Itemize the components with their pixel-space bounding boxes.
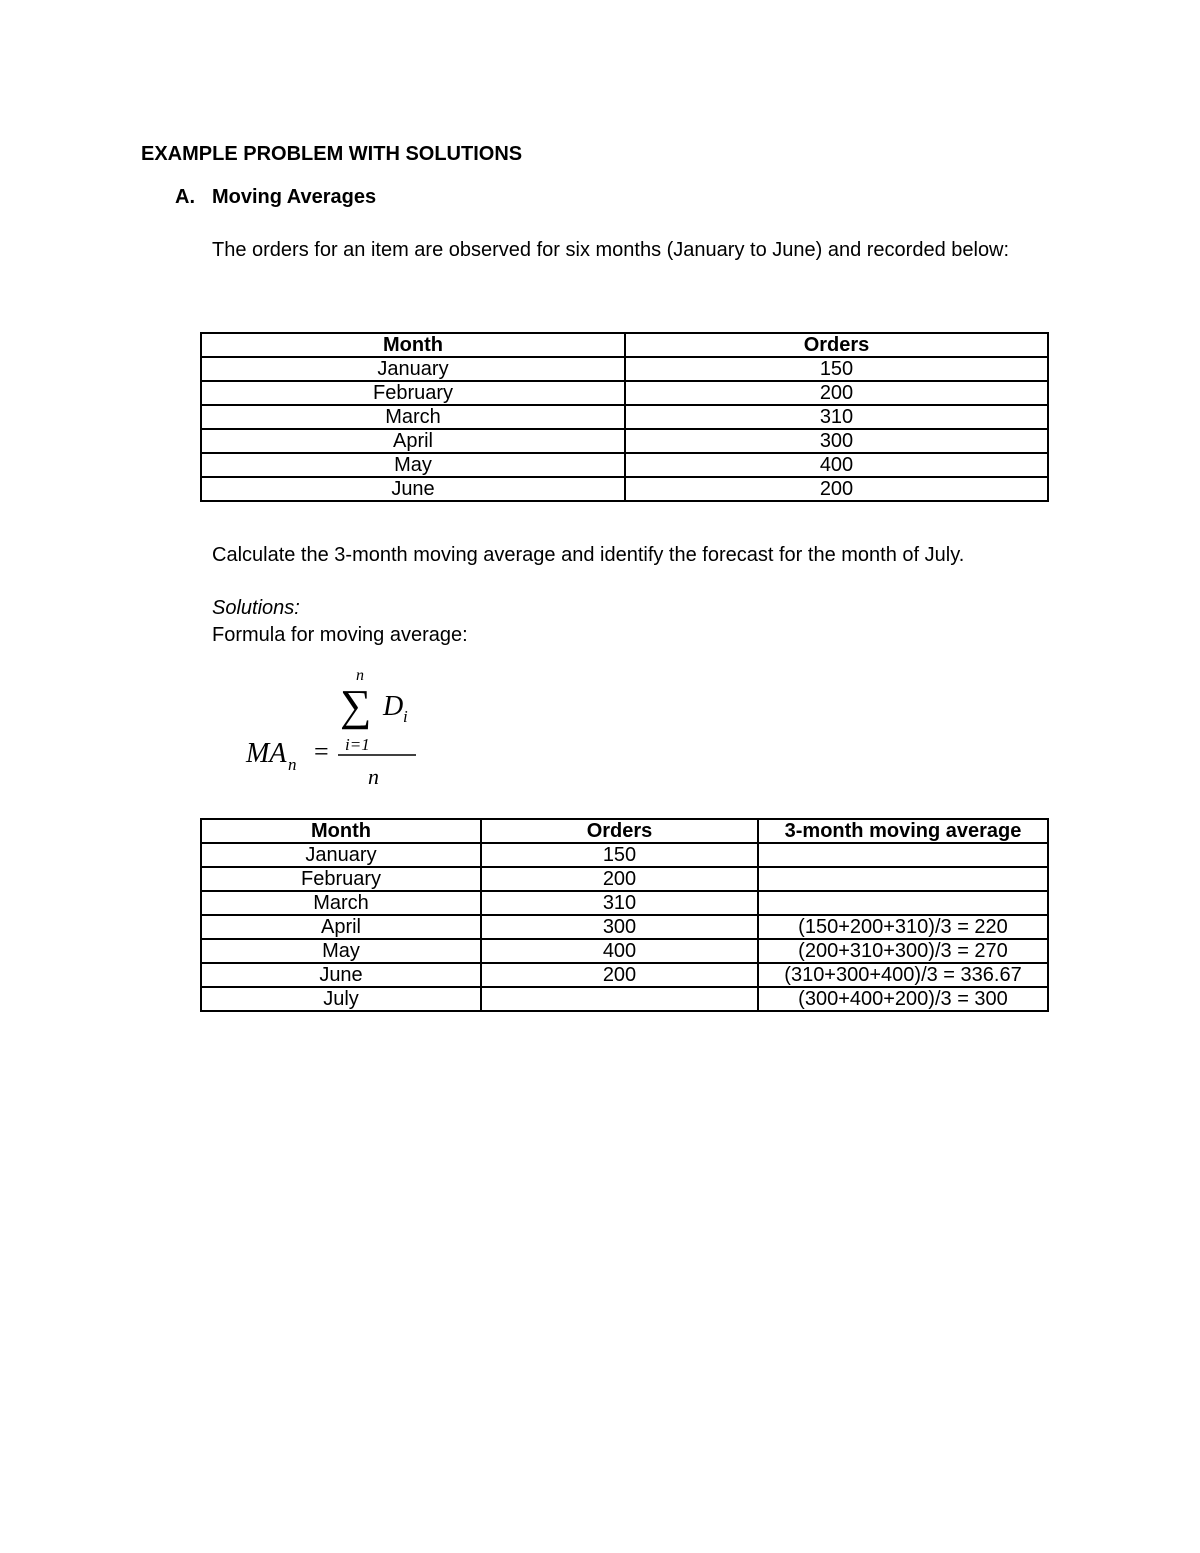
cell-orders: 150	[481, 843, 758, 867]
cell-orders: 400	[481, 939, 758, 963]
cell-orders: 200	[625, 381, 1048, 405]
table-row	[201, 891, 1048, 915]
table-row	[201, 477, 1048, 501]
table-row	[201, 939, 1048, 963]
table-row	[201, 867, 1048, 891]
cell-month: March	[201, 891, 481, 915]
cell-month: July	[201, 987, 481, 1011]
orders-table	[200, 332, 1049, 502]
solutions-label: Solutions:	[212, 597, 300, 619]
table-row	[201, 453, 1048, 477]
formula-sigma: ∑	[340, 681, 372, 730]
formula-label: Formula for moving average:	[212, 624, 468, 646]
table-row	[201, 915, 1048, 939]
formula-term: D	[383, 691, 404, 722]
cell-month: February	[201, 381, 625, 405]
section-letter: A.	[175, 186, 195, 208]
cell-moving-average: (310+300+400)/3 = 336.67	[758, 963, 1048, 987]
cell-orders: 200	[625, 477, 1048, 501]
header-orders: Orders	[625, 333, 1048, 357]
section-heading	[175, 184, 376, 210]
table-row	[201, 405, 1048, 429]
table-row	[201, 963, 1048, 987]
cell-month: February	[201, 867, 481, 891]
formula-term-sub: i	[403, 707, 408, 726]
cell-orders: 200	[481, 867, 758, 891]
cell-month: May	[201, 453, 625, 477]
intro-paragraph: The orders for an item are observed for six months (January to June) and recorded below:	[212, 239, 1010, 261]
moving-average-formula	[240, 660, 440, 790]
formula-lhs-sub: n	[288, 755, 297, 774]
cell-moving-average	[758, 891, 1048, 915]
header-month: Month	[201, 819, 481, 843]
question-text: Calculate the 3-month moving average and identify the forecast for the month of July.	[212, 544, 965, 566]
cell-orders: 300	[481, 915, 758, 939]
cell-moving-average: (200+310+300)/3 = 270	[758, 939, 1048, 963]
cell-month: June	[201, 963, 481, 987]
cell-moving-average	[758, 867, 1048, 891]
cell-orders: 150	[625, 357, 1048, 381]
cell-month: March	[201, 405, 625, 429]
cell-orders: 310	[481, 891, 758, 915]
cell-month: April	[201, 915, 481, 939]
header-month: Month	[201, 333, 625, 357]
section-heading-text: Moving Averages	[212, 186, 377, 208]
cell-moving-average	[758, 843, 1048, 867]
cell-month: April	[201, 429, 625, 453]
cell-month: January	[201, 843, 481, 867]
table-row	[201, 987, 1048, 1011]
cell-month: January	[201, 357, 625, 381]
moving-average-table	[200, 818, 1049, 1012]
header-moving-average: 3-month moving average	[758, 819, 1048, 843]
table-row	[201, 843, 1048, 867]
cell-month: May	[201, 939, 481, 963]
cell-moving-average: (150+200+310)/3 = 220	[758, 915, 1048, 939]
cell-orders: 300	[625, 429, 1048, 453]
cell-orders: 400	[625, 453, 1048, 477]
table-header-row	[201, 333, 1048, 357]
formula-lower-limit: i=1	[345, 735, 370, 754]
cell-orders: 200	[481, 963, 758, 987]
formula-equals: =	[314, 737, 329, 766]
cell-orders: 310	[625, 405, 1048, 429]
header-orders: Orders	[481, 819, 758, 843]
table-row	[201, 381, 1048, 405]
formula-lhs: MA	[246, 738, 287, 769]
formula-denominator: n	[368, 764, 379, 789]
cell-month: June	[201, 477, 625, 501]
document-title: EXAMPLE PROBLEM WITH SOLUTIONS	[141, 143, 523, 165]
table-header-row	[201, 819, 1048, 843]
table-row	[201, 429, 1048, 453]
cell-orders	[481, 987, 758, 1011]
table-row	[201, 357, 1048, 381]
formula-upper-limit: n	[356, 667, 364, 684]
cell-moving-average: (300+400+200)/3 = 300	[758, 987, 1048, 1011]
